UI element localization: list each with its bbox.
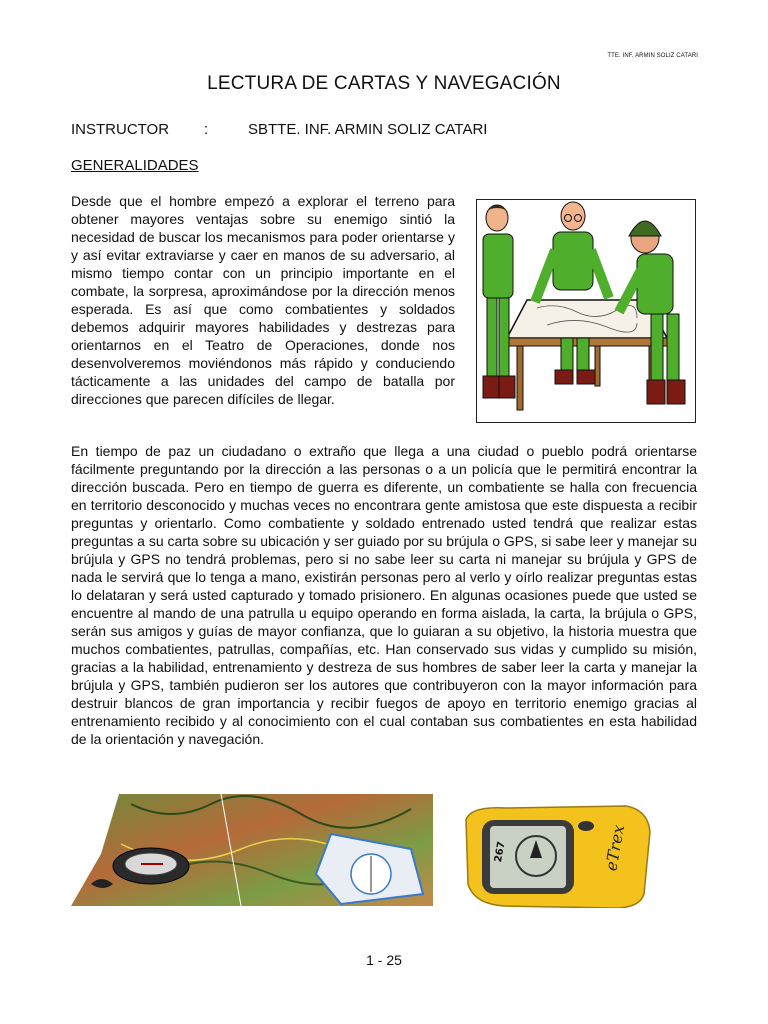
map-and-compass-photo <box>71 794 433 906</box>
gps-device-graphic <box>458 800 652 908</box>
intro-paragraph: Desde que el hombre empezó a explorar el terreno para obtener mayores ventajas sobre su enemigo sintió la necesidad de buscar los mecanismos para poder orientarse y y así evitar extraviarse y caer en manos de su adversario, al mismo tiempo contar con un principio importante en el combate, la sorpresa, aproximándose por la dirección menos esperada. Es así que como combatientes y soldados debemos adquirir mayores habilidades y destrezas para orientarnos en el Teatro de Operaciones, donde nos desenvolveremos moviéndonos más rápido y conduciendo tácticamente a las unidades del campo de batalla por direcciones que parecen difíciles de llegar. <box>71 193 455 407</box>
gps-device-photo <box>458 800 652 908</box>
instructor-label: INSTRUCTOR <box>71 121 170 138</box>
map-compass-graphic <box>71 794 433 906</box>
body-paragraph: En tiempo de paz un ciudadano o extraño que llega a una ciudad o pueblo podrá orientarse fácilmente preguntando por la dirección a las personas o a un policía que le permitirá encontrar la dirección buscada. Pero en tiempo de guerra es diferente, un combatiente se halla con frecuencia en territorio desconocido y muchas veces no encontrara gente amistosa que este dispuesta a recibir preguntas y orientarlo. Como combatiente y soldado entrenado usted tendrá que realizar estas preguntas a su carta sobre su ubicación y ser guiado por su brújula o GPS, si sabe leer y manejar su brújula y GPS no tendrá problemas, pero si no sabe leer su carta ni manejar su brújula y GPS de nada le servirá que lo tenga a mano, existirán personas pero al verlo y oírlo realizar preguntas estas lo delataran y será usted capturado y tomado prisionero. En algunas ocasiones puede que usted se encuentre al mando de una patrulla u equipo operando en forma aislada, la carta, la brújula o GPS, serán sus amigos y guías de mayor confianza, que lo guiaran a su objetivo, la historia muestra que muchos combatientes, patrullas, compañías, etc. Han conservado sus vidas y cumplido su misión, gracias a la habilidad, entrenamiento y destreza de sus hombres de saber leer la carta y manejar la brújula y GPS, también pudieron ser los autores que contribuyeron con la mayor información para destruir blancos de gran importancia y recibir fuegos de apoyo en territorio enemigo gracias al entrenamiento recibido y al conocimiento con el cual contaban sus combatientes en esta habilidad de la orientación y navegación. <box>71 443 697 747</box>
instructor-name: SBTTE. INF. ARMIN SOLIZ CATARI <box>248 121 488 138</box>
section-heading: GENERALIDADES <box>71 157 199 174</box>
header-author-note: TTE. INF. ARMIN SOLIZ CATARI <box>607 53 698 59</box>
page-title: LECTURA DE CARTAS Y NAVEGACIÓN <box>207 73 561 94</box>
soldiers-map-illustration <box>476 199 696 423</box>
page-number: 1 - 25 <box>366 952 402 968</box>
instructor-separator: : <box>204 121 209 138</box>
soldiers-illustration-graphic <box>477 200 695 422</box>
gps-brand-label: eTrex <box>601 823 629 873</box>
gps-screen-reading: 267 <box>493 840 508 864</box>
